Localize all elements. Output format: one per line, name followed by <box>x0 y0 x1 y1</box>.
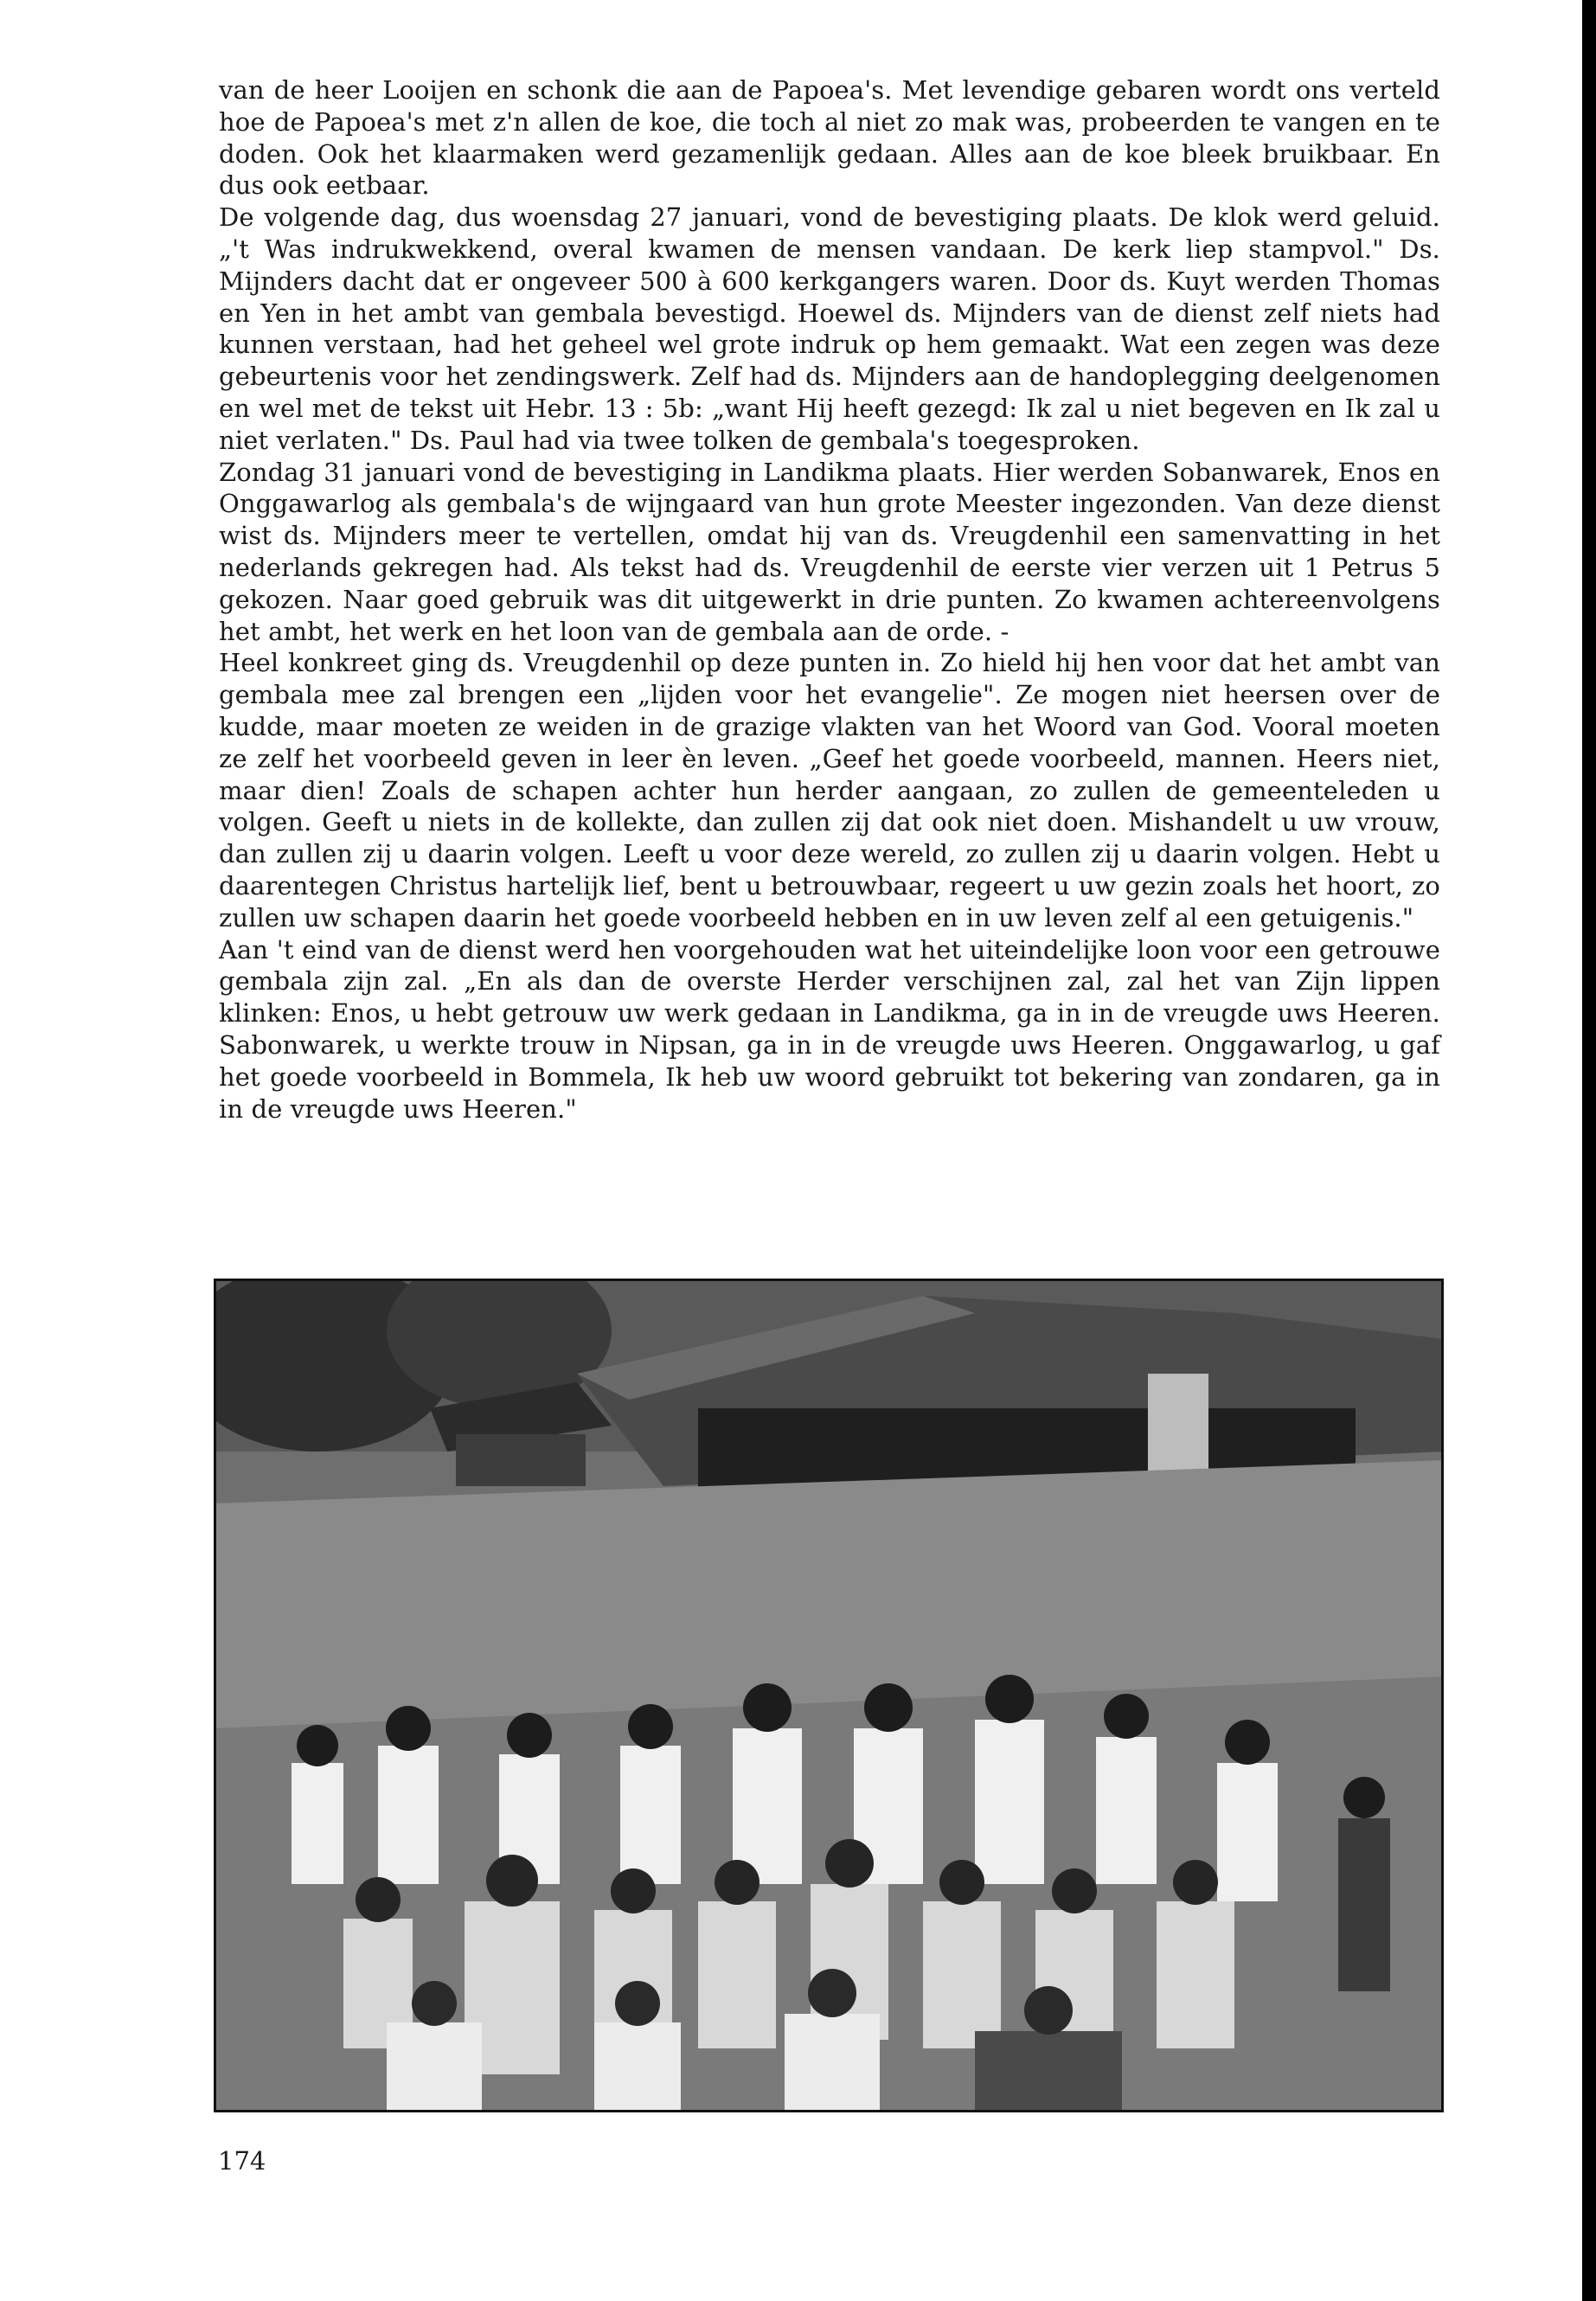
group-photo <box>214 1279 1444 2112</box>
scan-edge-bar <box>1582 0 1596 2301</box>
paragraph-1: van de heer Looijen en schonk die aan de Papoea's. Met levendige gebaren wordt ons verteld hoe de Papoea's met z'n allen de koe, die toch al niet zo mak was, probeerden te vangen en te doden. Ook het klaarmaken werd gezamenlijk gedaan. Alles aan de koe bleek bruikbaar. En dus ook eetbaar. <box>219 75 1440 201</box>
paragraph-4: Heel konkreet ging ds. Vreugdenhil op deze punten in. Zo hield hij hen voor dat het ambt van gembala mee zal brengen een „lijden voor het evangelie". Ze mogen niet heersen over de kudde, maar moeten ze weiden in de grazige vlakten van het Woord van God. Vooral moeten ze zelf het voorbeeld geven in leer èn leven. „Geef het goede voorbeeld, mannen. Heers niet, maar dien! Zoals de schapen achter hun herder aangaan, zo zullen de gemeenteleden u volgen. Geeft u niets in de kollekte, dan zullen zij dat ook niet doen. Mishandelt u uw vrouw, dan zullen zij u daarin volgen. Leeft u voor deze wereld, zo zullen zij u daarin volgen. Hebt u daarentegen Christus hartelijk lief, bent u betrouwbaar, regeert u uw gezin zoals het hoort, zo zullen uw schapen daarin het goede voorbeeld hebben en in uw leven zelf al een getuigenis." <box>219 648 1440 933</box>
paragraph-3: Zondag 31 januari vond de bevestiging in Landikma plaats. Hier werden Sobanwarek, Enos en Onggawarlog als gembala's de wijngaard van hun grote Meester ingezonden. Van deze dienst wist ds. Mijnders meer te vertellen, omdat hij van ds. Vreugdenhil een samenvatting in het nederlands gekregen had. Als tekst had ds. Vreugdenhil de eerste vier verzen uit 1 Petrus 5 gekozen. Naar goed gebruik was dit uitgewerkt in drie punten. Zo kwamen achtereenvolgens het ambt, het werk en het loon van de gembala aan de orde. - <box>219 457 1440 646</box>
article-text <box>219 74 1440 1125</box>
paragraph-2: De volgende dag, dus woensdag 27 januari, vond de bevestiging plaats. De klok werd geluid. „'t Was indrukwekkend, overal kwamen de mensen vandaan. De kerk liep stampvol." Ds. Mijnders dacht dat er ongeveer 500 à 600 kerkgangers waren. Door ds. Kuyt werden Thomas en Yen in het ambt van gembala bevestigd. Hoewel ds. Mijnders van de dienst zelf niets had kunnen verstaan, had het geheel wel grote indruk op hem gemaakt. Wat een zegen was deze gebeurtenis voor het zendingswerk. Zelf had ds. Mijnders aan de handoplegging deelgenomen en wel met de tekst uit Hebr. 13 : 5b: „want Hij heeft gezegd: Ik zal u niet begeven en Ik zal u niet verlaten." Ds. Paul had via twee tolken de gembala's toegesproken. <box>219 202 1440 455</box>
page-number: 174 <box>218 2146 266 2176</box>
group-photo-illustration <box>214 1279 1444 2112</box>
paragraph-5: Aan 't eind van de dienst werd hen voorgehouden wat het uiteindelijke loon voor een getrouwe gembala zijn zal. „En als dan de overste Herder verschijnen zal, zal het van Zijn lippen klinken: Enos, u hebt getrouw uw werk gedaan in Landikma, ga in in de vreugde uws Heeren. Sabonwarek, u werkte trouw in Nipsan, ga in in de vreugde uws Heeren. Onggawarlog, u gaf het goede voorbeeld in Bommela, Ik heb uw woord gebruikt tot bekering van zondaren, ga in in de vreugde uws Heeren." <box>219 934 1440 1124</box>
